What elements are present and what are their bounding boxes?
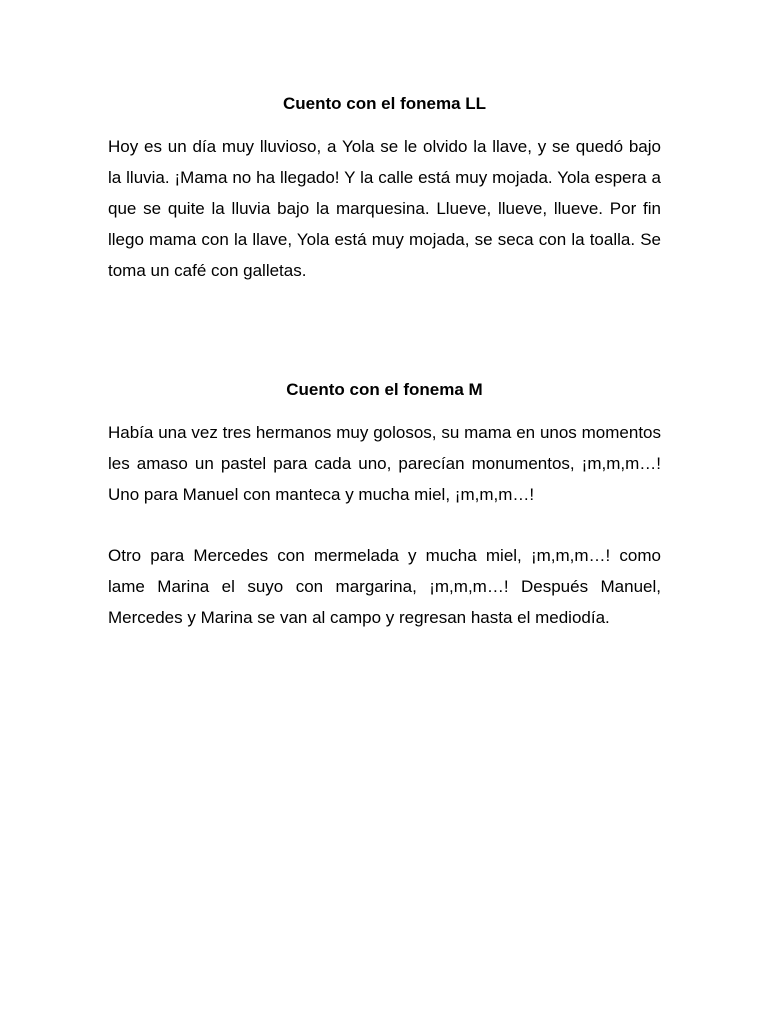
story-title-m: Cuento con el fonema M	[286, 380, 483, 399]
story-title-ll: Cuento con el fonema LL	[282, 94, 487, 113]
story-paragraph: Otro para Mercedes con mermelada y mucha miel, ¡m,m,m…! como lame Marina el suyo con margarina, ¡m,m,m…! Después Manuel, Mercedes y Marina se van al campo y regresan hasta el mediodía.	[108, 546, 661, 627]
story-paragraph: Hoy es un día muy lluvioso, a Yola se le olvido la llave, y se quedó bajo la lluvia. ¡Mama no ha llegado! Y la calle está muy mojada. Yola espera a que se quite la lluvia bajo la marquesina. Llueve, llueve, llueve. Por fin llego mama con la llave, Yola está muy mojada, se seca con la toalla. Se toma un café con galletas.	[108, 137, 661, 280]
story-paragraph: Había una vez tres hermanos muy golosos, su mama en unos momentos les amaso un pastel para cada uno, parecían monumentos, ¡m,m,m…! Uno para Manuel con manteca y mucha miel, ¡m,m,m…!	[108, 423, 661, 504]
